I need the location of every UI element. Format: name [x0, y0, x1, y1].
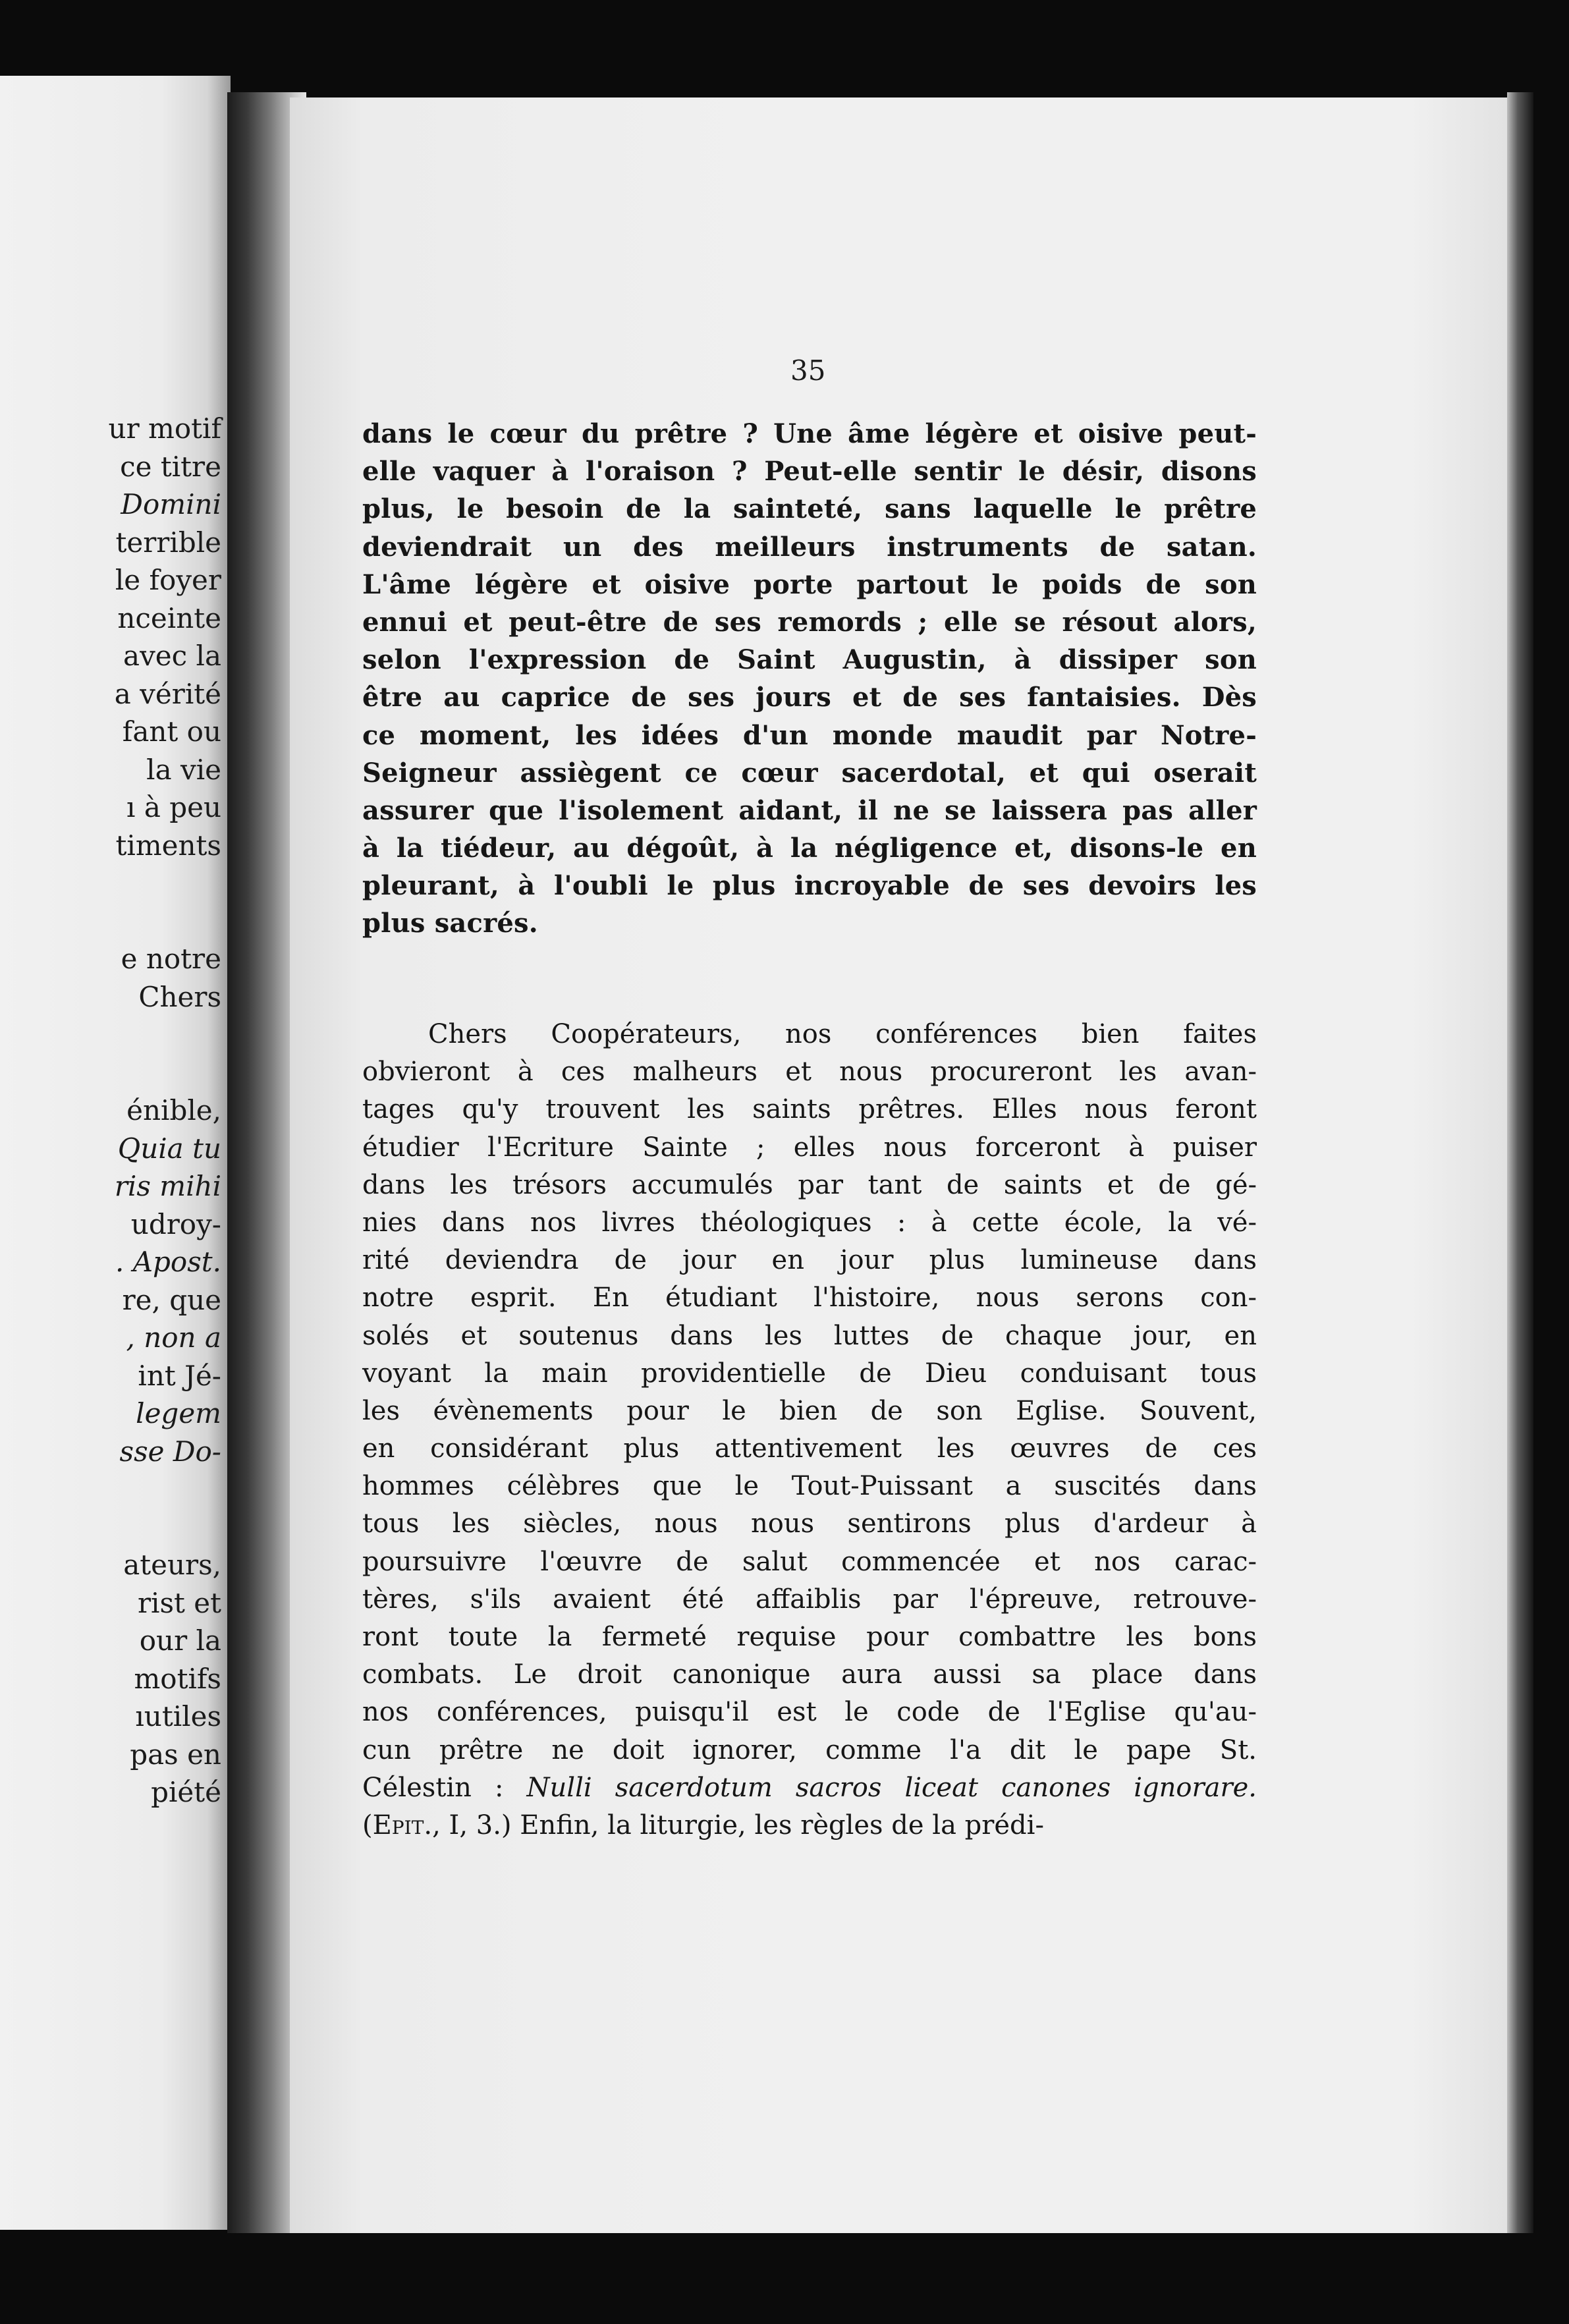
- paragraph-bold: [362, 415, 1257, 943]
- paragraph-line: nies dans nos livres théologiques : à cette école, la vé-: [362, 1207, 1257, 1238]
- paragraph-line: plus, le besoin de la sainteté, sans laquelle le prêtre: [362, 493, 1257, 525]
- page-number: 35: [790, 354, 826, 387]
- facing-page-line: pas en: [130, 1738, 221, 1771]
- facing-page-line: udroy-: [130, 1207, 221, 1240]
- facing-page-line: [109, 902, 221, 941]
- facing-page-line: Domini: [121, 488, 221, 520]
- facing-page-fragment: [0, 76, 231, 2230]
- paragraph-line: obvieront à ces malheurs et nous procureront les avan-: [362, 1057, 1257, 1088]
- facing-page-line: piété: [151, 1776, 221, 1808]
- facing-page-line: la vie: [146, 753, 221, 786]
- paragraph-line: étudier l'Ecriture Sainte ; elles nous forceront à puiser: [362, 1132, 1257, 1163]
- facing-page-line: e notre: [121, 943, 221, 975]
- facing-page-line: ateurs,: [123, 1549, 221, 1581]
- paragraph-lines: [362, 1016, 1257, 1769]
- facing-page-line: sse Do-: [119, 1435, 221, 1468]
- facing-page-line: nceinte: [117, 601, 221, 634]
- facing-page-line: ce titre: [120, 450, 221, 483]
- paragraph-line-latin: [362, 1769, 1257, 1807]
- paragraph-line: être au caprice de ses jours et de ses fantaisies. Dès: [362, 682, 1257, 713]
- facing-page-line: ris mihi: [114, 1170, 221, 1202]
- facing-page-line: [109, 1016, 221, 1054]
- paragraph-line: cun prêtre ne doit ignorer, comme l'a dit le pape St.: [362, 1734, 1257, 1765]
- paragraph-line: pleurant, à l'oubli le plus incroyable de ses devoirs les: [362, 870, 1257, 902]
- facing-page-line: . Apost.: [115, 1246, 221, 1278]
- facing-page-line: motifs: [134, 1662, 221, 1695]
- paragraph-line: ennui et peut-être de ses remords ; elle se résout alors,: [362, 606, 1257, 638]
- paragraph-line: rité deviendra de jour en jour plus lumineuse dans: [362, 1245, 1257, 1276]
- paragraph-line: selon l'expression de Saint Augustin, à dissiper son: [362, 644, 1257, 676]
- facing-page-line: [109, 1508, 221, 1547]
- citation-open: (: [362, 1810, 373, 1840]
- latin-quote: Nulli sacerdotum sacros liceat canones ignorare.: [526, 1772, 1257, 1803]
- paragraph-line: assurer que l'isolement aidant, il ne se laissera pas aller: [362, 794, 1257, 826]
- paragraph-line: elle vaquer à l'oraison ? Peut-elle sentir le désir, disons: [362, 456, 1257, 487]
- paragraph-line: notre esprit. En étudiant l'histoire, nous serons con-: [362, 1283, 1257, 1314]
- paragraph-line: L'âme légère et oisive porte partout le poids de son: [362, 568, 1257, 600]
- paragraph-line: les évènements pour le bien de son Eglise. Souvent,: [362, 1395, 1257, 1426]
- facing-page-line: Chers: [138, 980, 221, 1013]
- paragraph-line: ce moment, les idées d'un monde maudit par Notre-: [362, 719, 1257, 751]
- paragraph-line: poursuivre l'œuvre de salut commencée et nos carac-: [362, 1546, 1257, 1577]
- page-edge-shadow: [1507, 92, 1533, 2233]
- facing-page-line: avec la: [123, 640, 221, 672]
- paragraph-line-final: [362, 1807, 1257, 1844]
- paragraph-line: tous les siècles, nous nous sentirons plus d'ardeur à: [362, 1508, 1257, 1539]
- paragraph-line: Chers Coopérateurs, nos conférences bien faites: [428, 1019, 1257, 1049]
- paragraph-line: à la tiédeur, au dégoût, à la négligence et, disons-le en: [362, 833, 1257, 864]
- facing-page-line: terrible: [115, 526, 221, 559]
- final-line-text: , I, 3.) Enfin, la liturgie, les règles de la prédi-: [432, 1810, 1044, 1840]
- facing-page-line: fant ou: [122, 715, 221, 748]
- paragraph-line: solés et soutenus dans les luttes de chaque jour, en: [362, 1320, 1257, 1351]
- facing-page-line: our la: [139, 1624, 221, 1657]
- paragraph-line: tères, s'ils avaient été affaiblis par l'épreuve, retrouve-: [362, 1584, 1257, 1615]
- facing-page-line: , non a: [126, 1321, 221, 1354]
- facing-page-line: a vérité: [114, 677, 221, 710]
- paragraph-regular: [362, 1016, 1257, 1844]
- paragraph-line: deviendrait un des meilleurs instruments de satan.: [362, 531, 1257, 563]
- facing-page-line: int Jé-: [138, 1359, 221, 1392]
- facing-page-line: énible,: [126, 1094, 221, 1126]
- facing-page-line: ıutiles: [135, 1700, 221, 1732]
- paragraph-line: Seigneur assiègent ce cœur sacerdotal, et qui oserait: [362, 757, 1257, 788]
- facing-page-line: rist et: [137, 1586, 221, 1619]
- facing-page-line: legem: [136, 1397, 221, 1429]
- paragraph-line: combats. Le droit canonique aura aussi sa place dans: [362, 1659, 1257, 1690]
- paragraph-line: dans les trésors accumulés par tant de saints et de gé-: [362, 1169, 1257, 1200]
- paragraph-line: plus sacrés.: [362, 908, 538, 939]
- facing-page-line: re, que: [122, 1283, 221, 1316]
- facing-page-line: [109, 864, 221, 902]
- facing-page-line: ı à peu: [126, 791, 221, 823]
- facing-page-line: le foyer: [115, 564, 221, 596]
- paragraph-line: dans le cœur du prêtre ? Une âme légère et oisive peut-: [362, 418, 1257, 449]
- paragraph-line: en considérant plus attentivement les œuvres de ces: [362, 1433, 1257, 1464]
- paragraph-line: voyant la main providentielle de Dieu conduisant tous: [362, 1358, 1257, 1389]
- paragraph-line: tages qu'y trouvent les saints prêtres. Elles nous feront: [362, 1094, 1257, 1125]
- facing-page-line: timents: [115, 829, 221, 862]
- paragraph-line: hommes célèbres que le Tout-Puissant a suscités dans: [362, 1471, 1257, 1502]
- facing-page-line: ur motif: [108, 412, 221, 445]
- paragraph-line: nos conférences, puisqu'il est le code de l'Eglise qu'au-: [362, 1697, 1257, 1728]
- paragraph-line: ront toute la fermeté requise pour combattre les bons: [362, 1622, 1257, 1652]
- latin-prefix: Célestin :: [362, 1772, 527, 1803]
- facing-page-line: Quia tu: [117, 1132, 221, 1165]
- facing-page-line: [109, 1470, 221, 1508]
- citation-source: Epit.: [372, 1810, 433, 1840]
- facing-page-text: [109, 410, 221, 1812]
- facing-page-line: [109, 1054, 221, 1092]
